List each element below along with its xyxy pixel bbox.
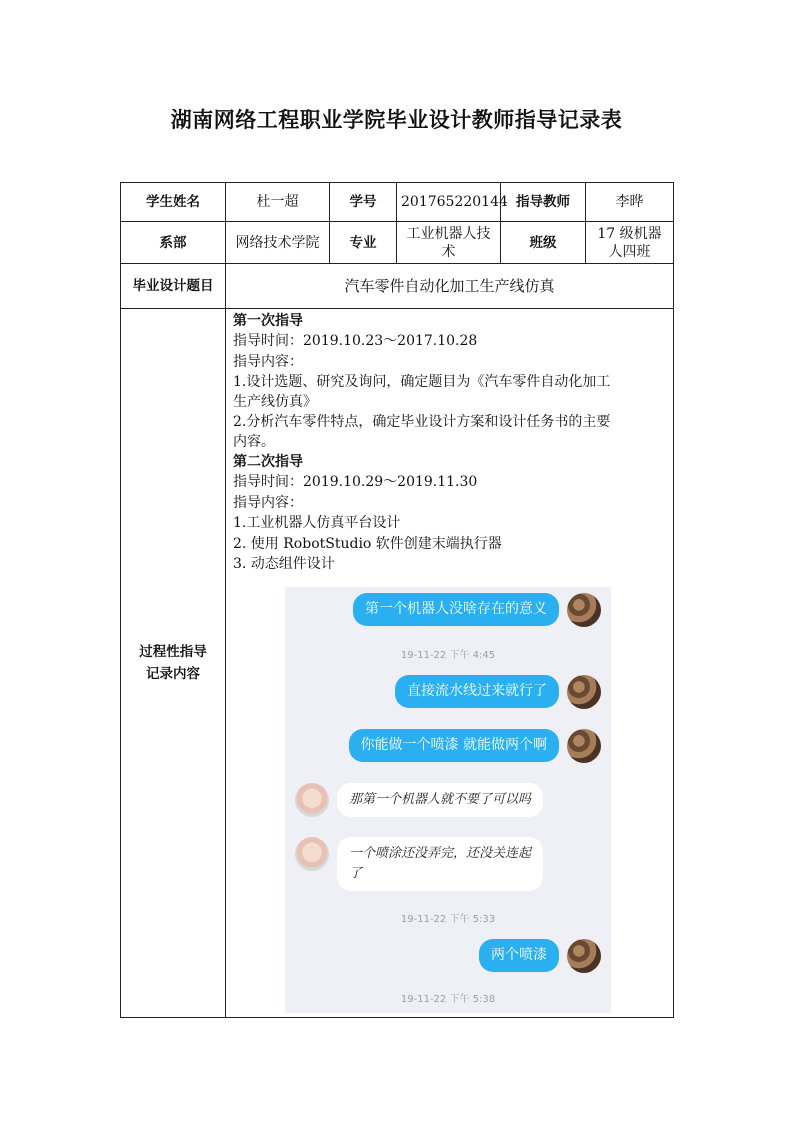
teacher-label: 指导教师 [501,183,586,222]
chat-bubble: 直接流水线过来就行了 [395,675,559,708]
major-line-1: 工业机器人技 [406,225,491,242]
avatar [295,837,329,871]
major-label: 专业 [330,222,397,264]
major-value [397,222,501,264]
guidance-2-content-label: 指导内容： [233,494,303,511]
page-title: 湖南网络工程职业学院毕业设计教师指导记录表 [170,108,623,132]
class-label: 班级 [501,222,586,264]
guidance-1-content-label: 指导内容： [233,353,303,370]
chat-screenshot [285,587,611,1013]
chat-bubble-line-2: 了 [349,865,363,881]
guidance-1-item-1b: 生产线仿真》 [233,394,317,410]
chat-message-out [479,939,601,973]
table-row [121,264,674,309]
chat-message-out [349,729,601,763]
table-row [121,183,674,222]
guidance-1-time: 指导时间：2019.10.23～2017.10.28 [233,333,478,349]
avatar [295,783,329,817]
student-name-label: 学生姓名 [121,183,226,222]
avatar [567,593,601,627]
avatar [567,675,601,709]
class-value [586,222,674,264]
class-line-1: 17 级机器 [597,225,662,242]
student-id-label: 学号 [330,183,397,222]
process-label-line-2: 记录内容 [146,665,200,682]
guidance-2-item-1: 1.工业机器人仿真平台设计 [233,515,401,531]
chat-message-in [295,783,543,817]
guidance-2-time: 指导时间：2019.10.29～2019.11.30 [233,474,478,490]
guidance-1-item-1a: 1.设计选题、研究及询问，确定题目为《汽车零件自动化加工 [233,374,611,390]
chat-message-in [295,837,543,891]
teacher-value: 李晔 [586,183,674,222]
guidance-1-item-2a: 2.分析汽车零件特点，确定毕业设计方案和设计任务书的主要 [233,414,611,430]
avatar [567,939,601,973]
major-line-2: 术 [441,243,456,260]
table-row [121,222,674,264]
department-label: 系部 [121,222,226,264]
process-label-line-1: 过程性指导 [139,643,207,660]
guidance-2-item-2: 2. 使用 RobotStudio 软件创建末端执行器 [233,535,502,552]
chat-timestamp: 19-11-22 下午 5:38 [400,993,496,1005]
student-id-value: 201765220144 [397,183,501,222]
class-line-2: 人四班 [608,243,651,260]
chat-timestamp: 19-11-22 下午 4:45 [400,649,496,661]
chat-bubble: 第一个机器人没啥存在的意义 [353,593,559,626]
student-name-value: 杜一超 [226,183,330,222]
department-value: 网络技术学院 [226,222,330,264]
process-record-content [226,309,674,1018]
chat-bubble [337,837,543,891]
guidance-1-heading: 第一次指导 [233,313,303,329]
guidance-2-heading: 第二次指导 [233,454,303,470]
topic-label: 毕业设计题目 [121,264,226,309]
table-row [121,309,674,1018]
record-table [120,182,674,1018]
chat-bubble: 两个喷漆 [479,939,559,972]
topic-value: 汽车零件自动化加工生产线仿真 [226,264,674,309]
avatar [567,729,601,763]
guidance-2-item-3: 3. 动态组件设计 [233,556,335,572]
guidance-1-item-2b: 内容。 [233,434,275,450]
chat-message-out [353,593,601,627]
process-record-label [121,309,226,1018]
chat-bubble: 那第一个机器人就不要了可以吗 [337,783,543,817]
chat-bubble: 你能做一个喷漆 就能做两个啊 [349,729,559,762]
chat-message-out [395,675,601,709]
chat-timestamp: 19-11-22 下午 5:33 [400,913,496,925]
chat-bubble-line-1: 一个喷涂还没弄完，还没关连起 [349,845,532,861]
